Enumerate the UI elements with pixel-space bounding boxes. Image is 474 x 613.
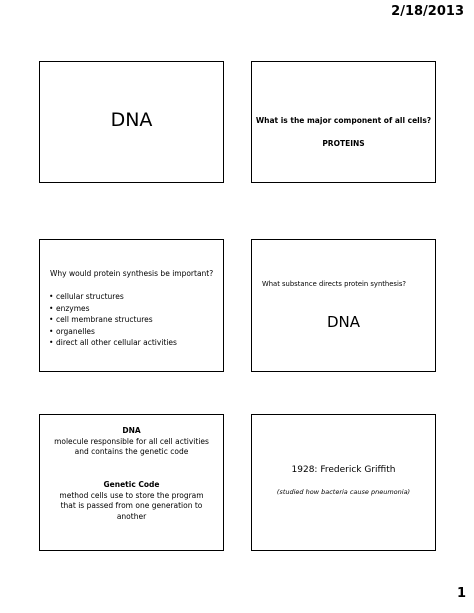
dna-line: and contains the genetic code <box>74 447 189 456</box>
genetic-code-line: method cells use to store the program <box>59 490 204 500</box>
slide-title: 1928: Frederick Griffith <box>291 465 396 475</box>
slide-griffith <box>251 414 436 551</box>
slide-question: What is the major component of all cells? <box>255 116 432 125</box>
list-item: • cellular structures <box>56 291 177 303</box>
genetic-code-definition <box>40 480 223 522</box>
list-item: • direct all other cellular activities <box>56 337 177 349</box>
slide-subtitle: (studied how bacteria cause pneumonia) <box>276 488 411 496</box>
dna-definition <box>40 426 223 458</box>
slide-answer: PROTEINS <box>322 139 365 148</box>
slide-major-component <box>251 61 436 183</box>
genetic-code-line: that is passed from one generation to <box>60 501 203 510</box>
slide-protein-synthesis-importance <box>39 239 224 372</box>
slide-dna-title <box>39 61 224 183</box>
slide-question: What substance directs protein synthesis? <box>262 280 406 288</box>
slide-answer: DNA <box>326 313 361 331</box>
slide-directs-synthesis <box>251 239 436 372</box>
slide-dna-genetic-code <box>39 414 224 551</box>
genetic-code-heading: Genetic Code <box>103 480 160 489</box>
page-number: 1 <box>456 586 466 601</box>
dna-heading: DNA <box>122 426 141 435</box>
list-item: • cell membrane structures <box>56 314 177 326</box>
slide-title: DNA <box>110 109 153 131</box>
list-item: • organelles <box>56 326 177 338</box>
slide-question: Why would protein synthesis be important? <box>50 269 214 278</box>
bullet-list <box>44 291 177 349</box>
dna-line: molecule responsible for all cell activities <box>54 436 209 446</box>
print-date: 2/18/2013 <box>391 4 464 19</box>
genetic-code-line: another <box>116 511 147 521</box>
list-item: • enzymes <box>56 303 177 315</box>
